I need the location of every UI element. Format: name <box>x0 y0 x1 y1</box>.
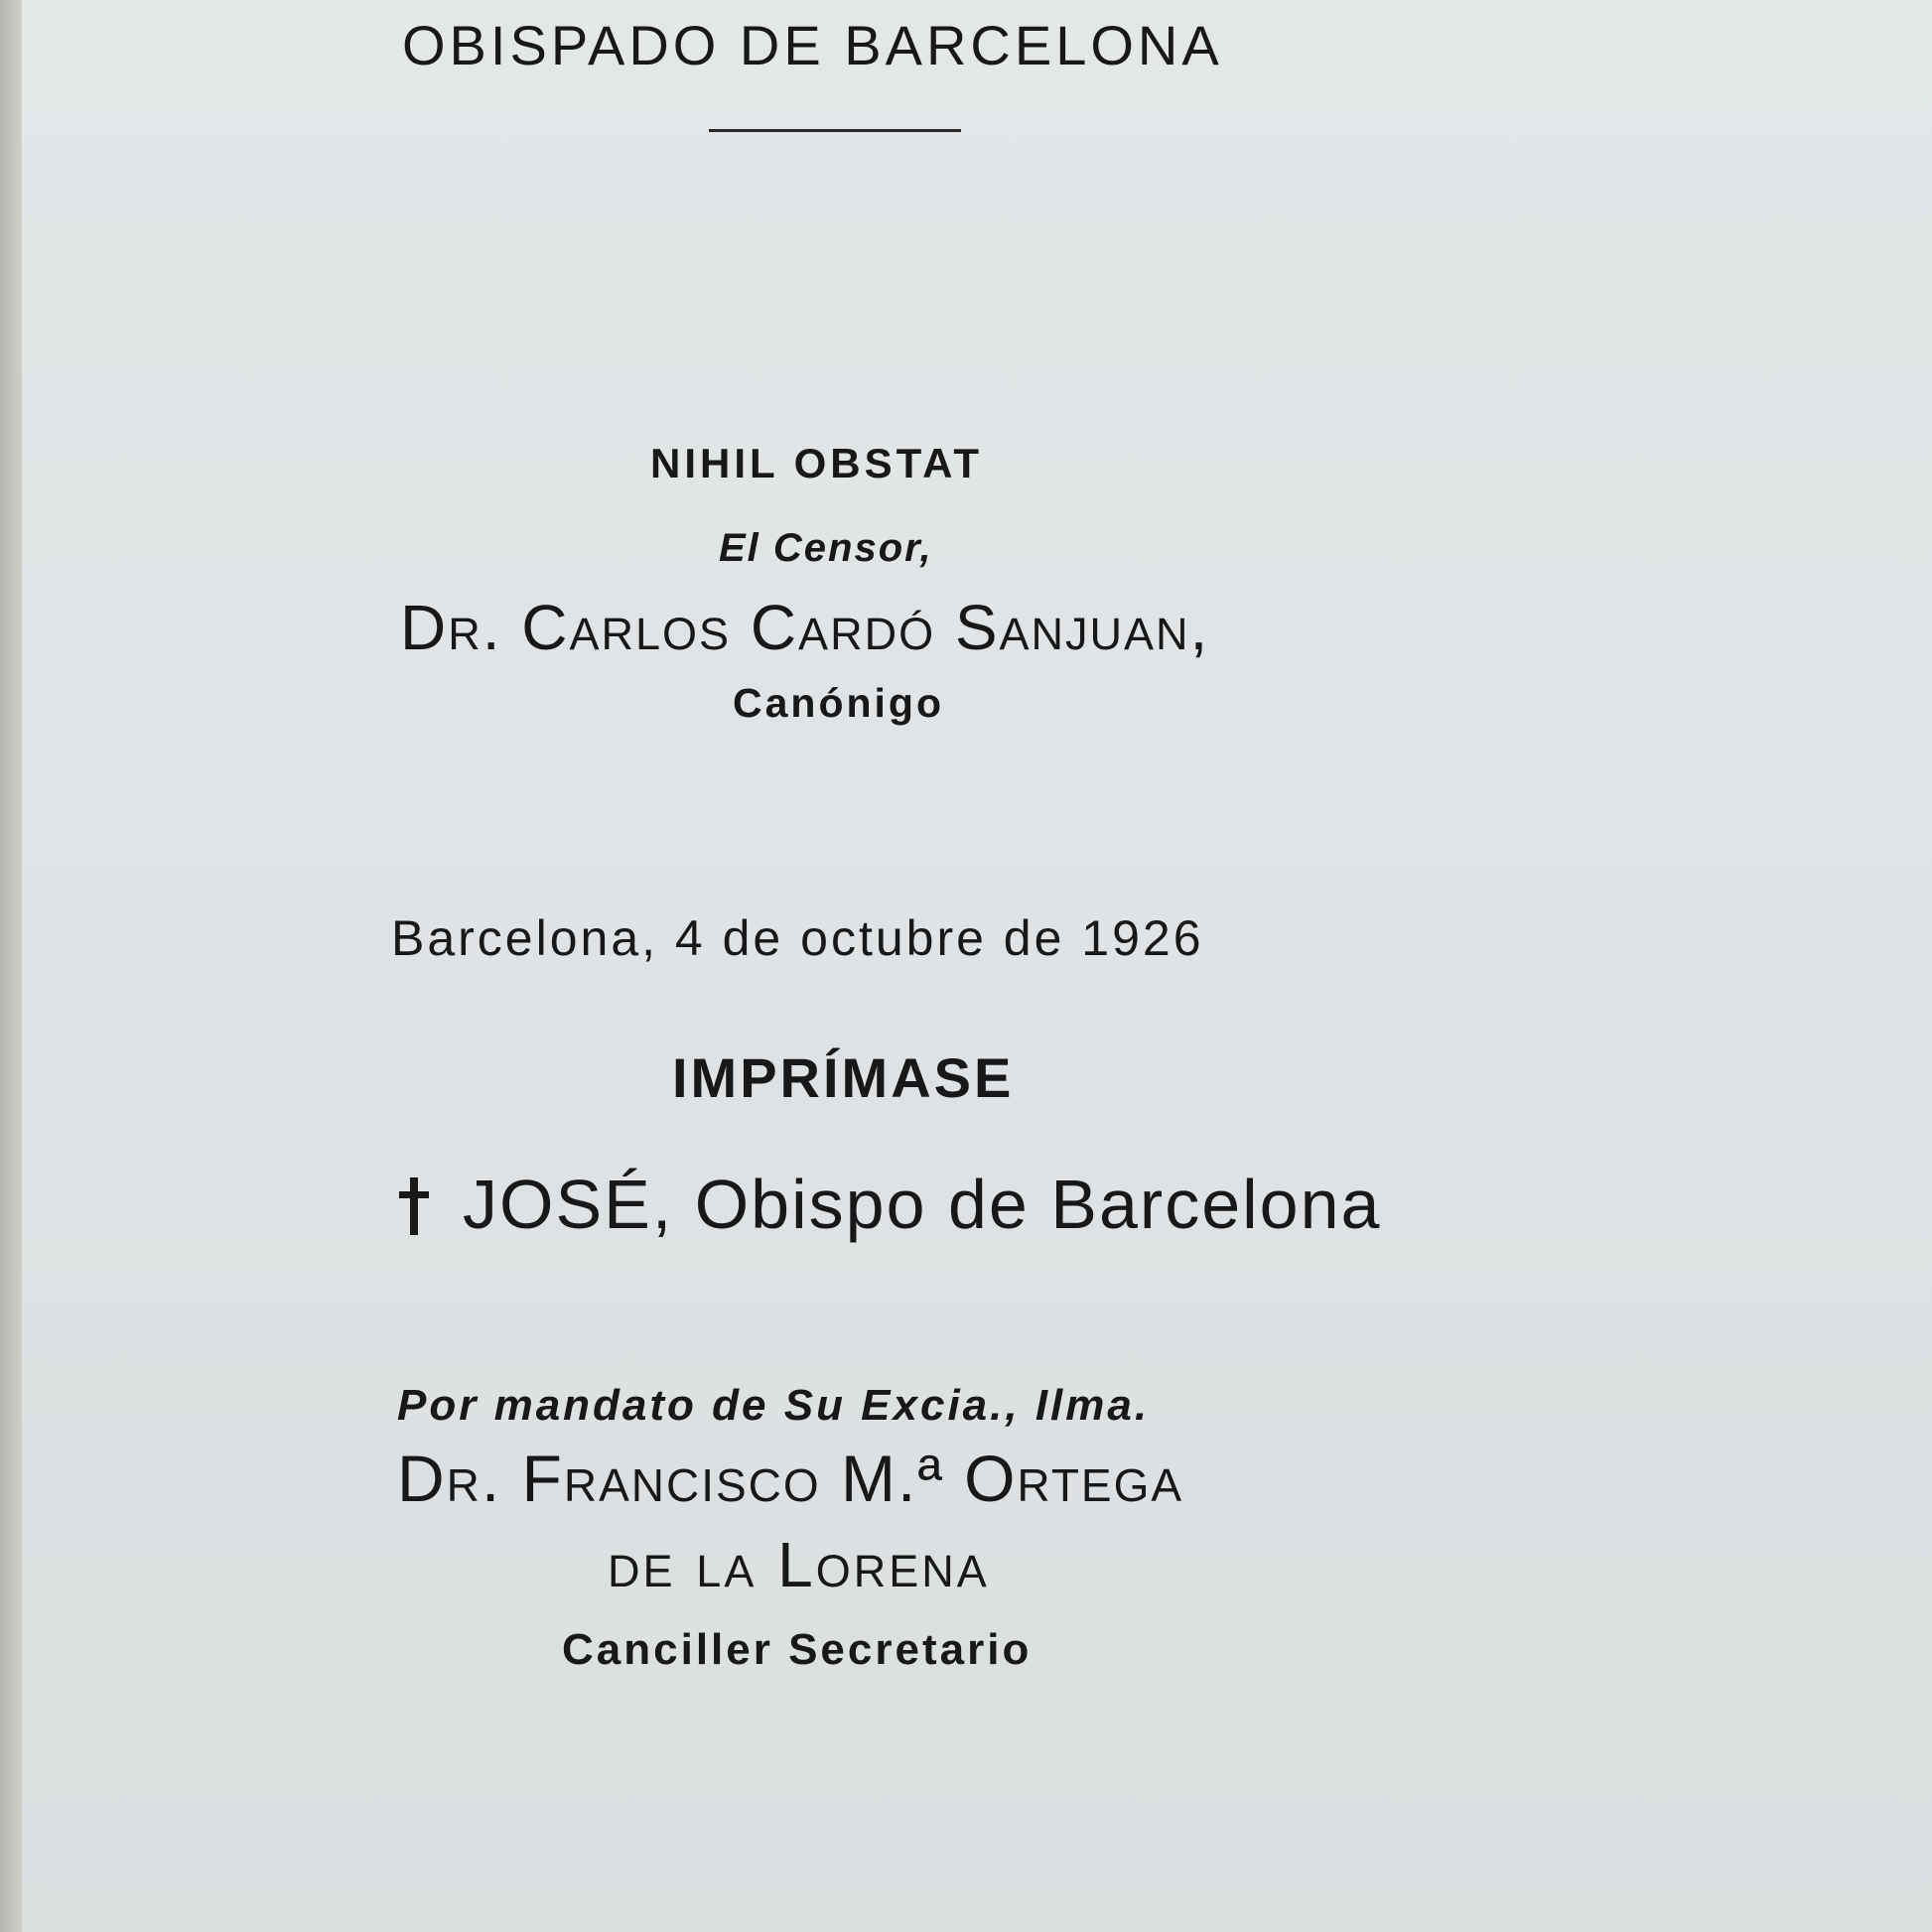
nihil-obstat-heading: NIHIL OBSTAT <box>650 440 983 486</box>
secretary-title: Canciller Secretario <box>562 1625 1033 1674</box>
cross-icon <box>397 1175 431 1237</box>
bishop-signature-line: JOSÉ, Obispo de Barcelona <box>463 1166 1382 1243</box>
mandate-intro: Por mandato de Su Excia., Ilma. <box>397 1381 1151 1430</box>
book-spine <box>0 0 22 1932</box>
censor-name: Dr. Carlos Cardó Sanjuan, <box>400 592 1210 663</box>
page-title: OBISPADO DE BARCELONA <box>402 14 1223 76</box>
imprimase-heading: IMPRÍMASE <box>672 1046 1015 1109</box>
censor-label: El Censor, <box>719 526 933 570</box>
document-page <box>22 0 1932 1932</box>
approval-date: Barcelona, 4 de octubre de 1926 <box>391 910 1204 966</box>
secretary-name-line-2: de la Lorena <box>608 1529 990 1600</box>
secretary-name-line-1: Dr. Francisco M.ª Ortega <box>397 1442 1184 1515</box>
title-divider <box>709 129 961 132</box>
censor-title: Canónigo <box>733 680 945 726</box>
